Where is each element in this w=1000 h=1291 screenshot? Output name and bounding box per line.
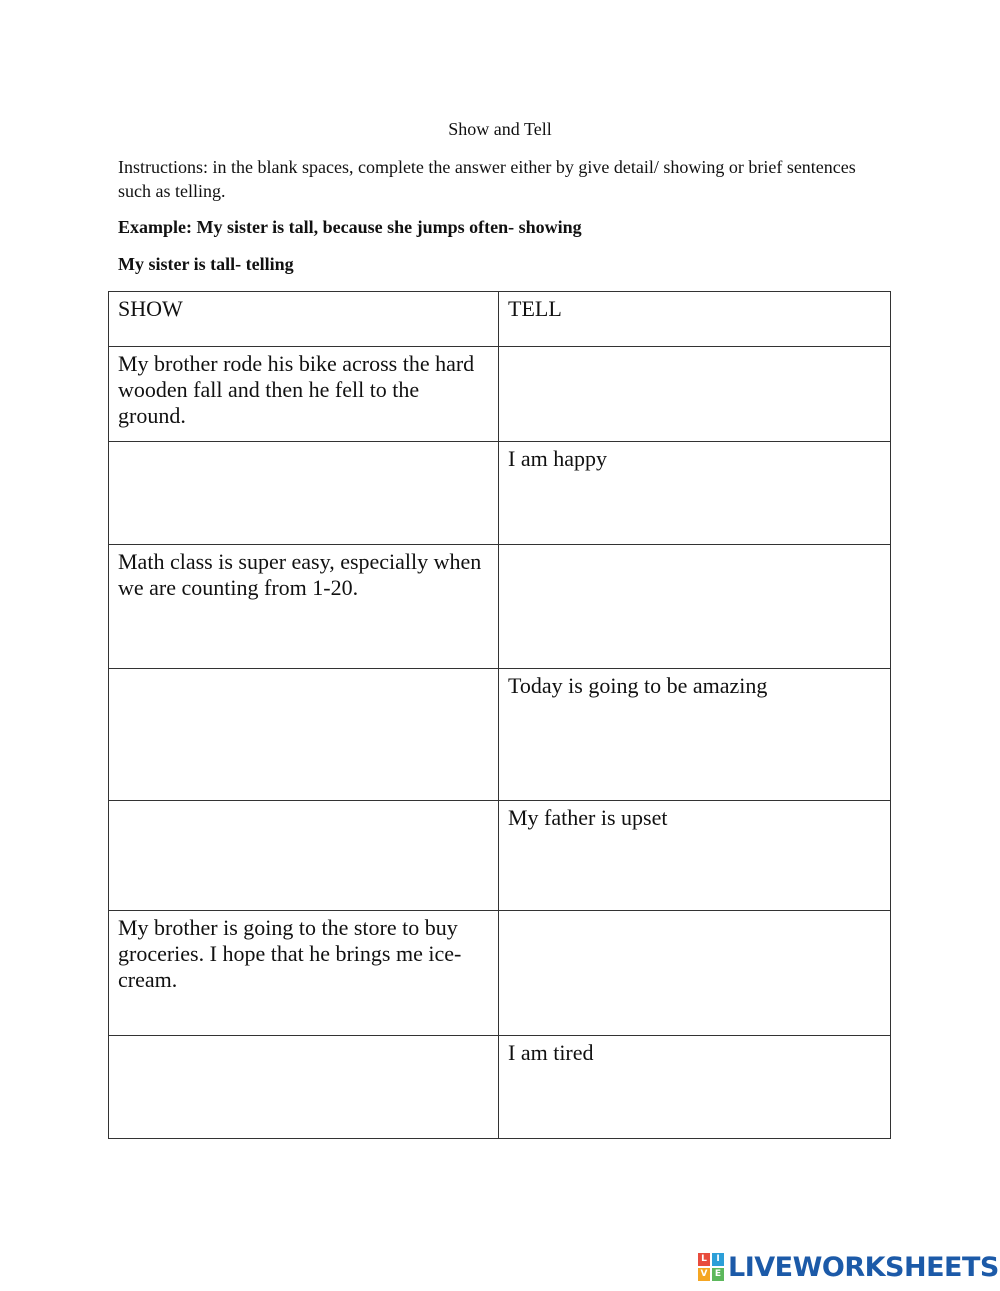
logo-blocks-icon — [698, 1253, 724, 1281]
tell-cell[interactable]: I am tired — [499, 1036, 891, 1139]
table-row — [109, 669, 891, 801]
tell-cell[interactable] — [499, 545, 891, 669]
logo-block: V — [698, 1268, 710, 1281]
show-tell-table — [108, 291, 891, 1139]
tell-cell[interactable]: I am happy — [499, 442, 891, 545]
logo-text: LIVEWORKSHEETS — [728, 1251, 999, 1283]
example-showing: Example: My sister is tall, because she jumps often- showing — [118, 217, 582, 237]
liveworksheets-logo — [698, 1252, 999, 1282]
tell-cell[interactable] — [499, 347, 891, 442]
show-cell[interactable]: Math class is super easy, especially when we are counting from 1-20. — [109, 545, 499, 669]
instructions-text: Instructions: in the blank spaces, complete the answer either by give detail/ showing or brief sentences such as telling. — [118, 157, 856, 201]
table-row — [109, 911, 891, 1036]
table-row — [109, 1036, 891, 1139]
logo-block: L — [698, 1253, 710, 1266]
show-cell[interactable] — [109, 1036, 499, 1139]
tell-cell[interactable]: Today is going to be amazing — [499, 669, 891, 801]
example-telling: My sister is tall- telling — [118, 254, 294, 274]
show-cell[interactable] — [109, 669, 499, 801]
show-cell[interactable]: My brother rode his bike across the hard wooden fall and then he fell to the ground. — [109, 347, 499, 442]
tell-cell[interactable]: My father is upset — [499, 801, 891, 911]
header-tell: TELL — [499, 292, 891, 347]
tell-cell[interactable] — [499, 911, 891, 1036]
show-cell[interactable] — [109, 801, 499, 911]
table-row — [109, 347, 891, 442]
logo-block: I — [712, 1253, 724, 1266]
table-row — [109, 442, 891, 545]
table-header-row — [109, 292, 891, 347]
table-row — [109, 801, 891, 911]
logo-block: E — [712, 1268, 724, 1281]
header-show: SHOW — [109, 292, 499, 347]
table-row — [109, 545, 891, 669]
show-cell[interactable] — [109, 442, 499, 545]
page-title: Show and Tell — [448, 119, 552, 139]
show-cell[interactable]: My brother is going to the store to buy groceries. I hope that he brings me ice-cream. — [109, 911, 499, 1036]
